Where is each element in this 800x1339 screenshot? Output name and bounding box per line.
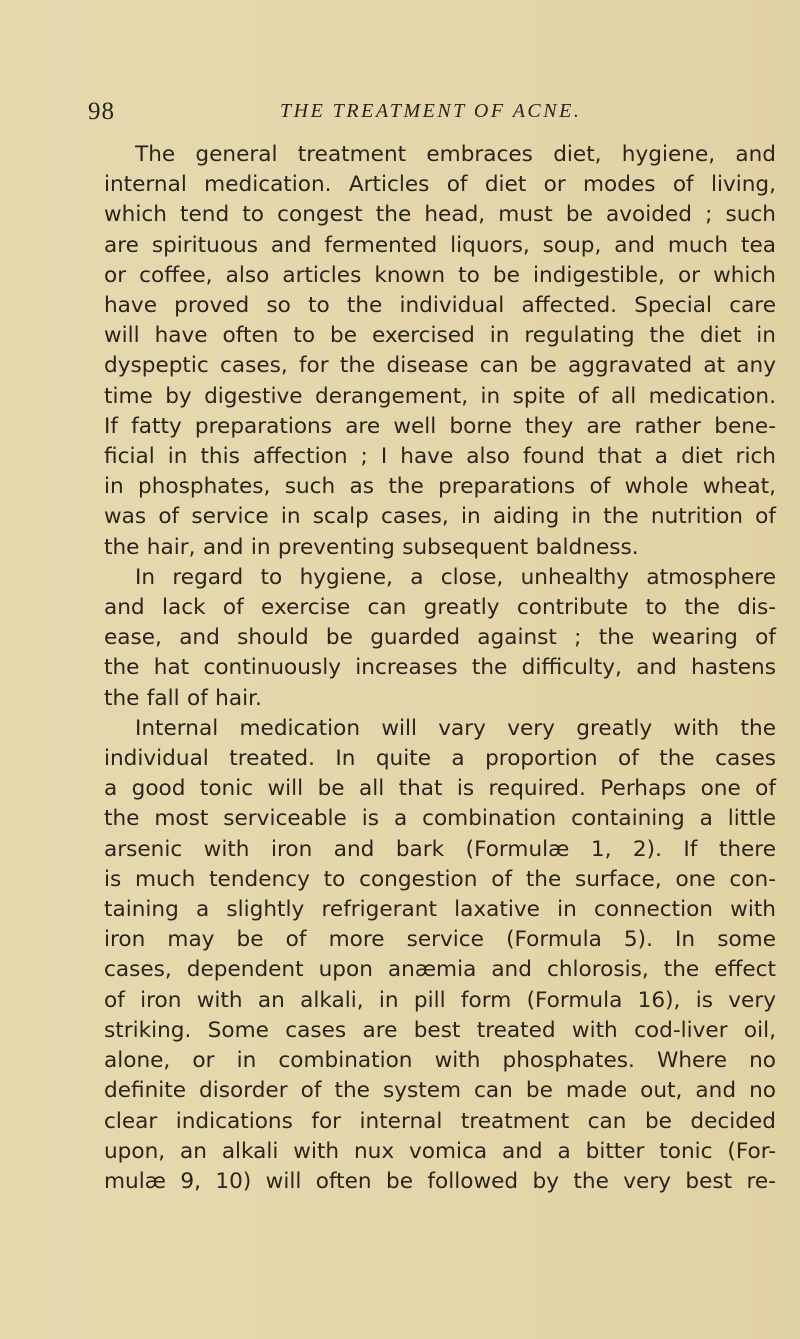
text-line: individual treated. In quite a proportion of the cases xyxy=(104,746,776,772)
text-line: internal medication. Articles of diet or modes of living, xyxy=(104,172,776,198)
text-line: in phosphates, such as the preparations of whole wheat, xyxy=(104,474,776,500)
body-text xyxy=(104,140,776,1197)
text-line: of iron with an alkali, in pill form (Formula 16), is very xyxy=(104,987,776,1013)
text-line: If fatty preparations are well borne they are rather bene- xyxy=(104,413,776,439)
text-line: are spirituous and fermented liquors, soup, and much tea xyxy=(104,232,776,258)
text-line: ficial in this affection ; I have also found that a diet rich xyxy=(104,444,776,470)
text-line: a good tonic will be all that is required. Perhaps one of xyxy=(104,776,776,802)
text-line: the hat continuously increases the difficulty, and hastens xyxy=(104,655,776,681)
page-number: 98 xyxy=(88,98,115,125)
text-line: clear indications for internal treatment can be decided xyxy=(104,1108,776,1134)
text-line: time by digestive derangement, in spite of all medication. xyxy=(104,383,776,409)
text-line: the most serviceable is a combination containing a little xyxy=(104,806,776,832)
text-line: ease, and should be guarded against ; the wearing of xyxy=(104,625,776,651)
text-line: or coffee, also articles known to be indigestible, or which xyxy=(104,262,776,288)
text-line: Internal medication will vary very greatly with the xyxy=(135,715,776,741)
text-line: the fall of hair. xyxy=(104,685,262,711)
text-line: dyspeptic cases, for the disease can be aggravated at any xyxy=(104,353,776,379)
text-line: The general treatment embraces diet, hygiene, and xyxy=(135,142,776,167)
text-line: is much tendency to congestion of the surface, one con- xyxy=(104,866,776,892)
text-line: iron may be of more service (Formula 5). In some xyxy=(104,927,776,953)
text-line: have proved so to the individual affected. Special care xyxy=(104,293,776,319)
text-line: taining a slightly refrigerant laxative in connection with xyxy=(104,897,776,923)
text-line: alone, or in combination with phosphates. Where no xyxy=(104,1048,776,1074)
text-line: mulæ 9, 10) will often be followed by the very best re- xyxy=(104,1168,776,1194)
text-line: which tend to congest the head, must be avoided ; such xyxy=(104,202,776,228)
page-header xyxy=(88,98,778,138)
text-line: upon, an alkali with nux vomica and a bitter tonic (For- xyxy=(104,1138,776,1164)
text-line: In regard to hygiene, a close, unhealthy atmosphere xyxy=(135,564,776,590)
text-line: definite disorder of the system can be made out, and no xyxy=(104,1078,776,1104)
text-line: and lack of exercise can greatly contribute to the dis- xyxy=(104,595,776,621)
text-line: will have often to be exercised in regulating the diet in xyxy=(104,323,776,349)
text-line: the hair, and in preventing subsequent baldness. xyxy=(104,534,639,560)
text-line: striking. Some cases are best treated with cod-liver oil, xyxy=(104,1017,776,1043)
text-line: cases, dependent upon anæmia and chlorosis, the effect xyxy=(104,957,776,983)
text-line: arsenic with iron and bark (Formulæ 1, 2). If there xyxy=(104,836,776,862)
running-title: THE TREATMENT OF ACNE. xyxy=(280,100,582,122)
text-line: was of service in scalp cases, in aiding in the nutrition of xyxy=(104,504,776,530)
